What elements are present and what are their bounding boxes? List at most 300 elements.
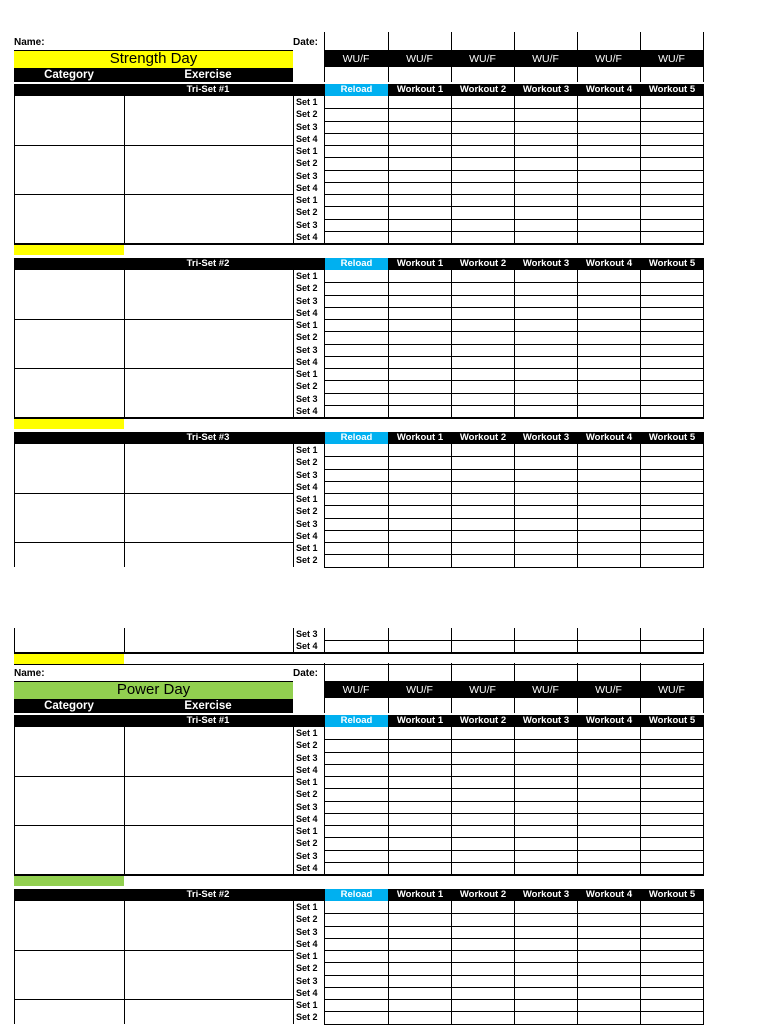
set-entry-cell[interactable]: [578, 519, 640, 530]
set-entry-cell[interactable]: [641, 207, 703, 218]
set-entry-cell[interactable]: [515, 97, 577, 108]
exercise-input[interactable]: [126, 196, 291, 241]
set-entry-cell[interactable]: [578, 927, 640, 938]
set-entry-cell[interactable]: [452, 171, 514, 182]
set-entry-cell[interactable]: [578, 753, 640, 764]
set-entry-cell[interactable]: [325, 207, 388, 218]
set-entry-cell[interactable]: [389, 109, 451, 120]
set-entry-cell[interactable]: [325, 765, 388, 776]
set-entry-cell[interactable]: [641, 357, 703, 368]
set-entry-cell[interactable]: [578, 543, 640, 554]
set-entry-cell[interactable]: [452, 976, 514, 987]
set-entry-cell[interactable]: [578, 97, 640, 108]
set-entry-cell[interactable]: [641, 457, 703, 468]
set-entry-cell[interactable]: [452, 232, 514, 243]
set-entry-cell[interactable]: [578, 122, 640, 133]
set-entry-cell[interactable]: [515, 320, 577, 331]
category-input[interactable]: [16, 729, 122, 774]
set-entry-cell[interactable]: [515, 963, 577, 974]
set-entry-cell[interactable]: [578, 445, 640, 456]
set-entry-cell[interactable]: [515, 357, 577, 368]
set-entry-cell[interactable]: [325, 357, 388, 368]
set-entry-cell[interactable]: [389, 357, 451, 368]
set-entry-cell[interactable]: [452, 320, 514, 331]
set-entry-cell[interactable]: [578, 271, 640, 282]
set-entry-cell[interactable]: [641, 394, 703, 405]
set-entry-cell[interactable]: [641, 183, 703, 194]
set-entry-cell[interactable]: [641, 988, 703, 999]
set-entry-cell[interactable]: [515, 863, 577, 874]
set-entry-cell[interactable]: [389, 914, 451, 925]
set-entry-cell[interactable]: [452, 814, 514, 825]
set-entry-cell[interactable]: [325, 482, 388, 493]
set-entry-cell[interactable]: [578, 1012, 640, 1023]
set-entry-cell[interactable]: [641, 543, 703, 554]
set-entry-cell[interactable]: [641, 482, 703, 493]
set-entry-cell[interactable]: [578, 826, 640, 837]
set-entry-cell[interactable]: [389, 122, 451, 133]
set-entry-cell[interactable]: [389, 445, 451, 456]
set-entry-cell[interactable]: [641, 740, 703, 751]
exercise-input[interactable]: [126, 98, 291, 143]
set-entry-cell[interactable]: [452, 296, 514, 307]
set-entry-cell[interactable]: [578, 988, 640, 999]
set-entry-cell[interactable]: [578, 863, 640, 874]
set-entry-cell[interactable]: [325, 171, 388, 182]
set-entry-cell[interactable]: [641, 232, 703, 243]
set-entry-cell[interactable]: [452, 345, 514, 356]
set-entry-cell[interactable]: [641, 445, 703, 456]
exercise-input[interactable]: [126, 495, 291, 540]
set-entry-cell[interactable]: [325, 232, 388, 243]
set-entry-cell[interactable]: [641, 158, 703, 169]
set-entry-cell[interactable]: [515, 838, 577, 849]
set-entry-cell[interactable]: [452, 740, 514, 751]
set-entry-cell[interactable]: [515, 195, 577, 206]
set-entry-cell[interactable]: [452, 1012, 514, 1023]
set-entry-cell[interactable]: [325, 195, 388, 206]
set-entry-cell[interactable]: [641, 381, 703, 392]
category-input[interactable]: [16, 370, 122, 415]
category-input[interactable]: [16, 272, 122, 317]
set-entry-cell[interactable]: [515, 271, 577, 282]
set-entry-cell[interactable]: [515, 531, 577, 542]
set-entry-cell[interactable]: [325, 283, 388, 294]
exercise-input[interactable]: [126, 1001, 291, 1022]
set-entry-cell[interactable]: [452, 519, 514, 530]
set-entry-cell[interactable]: [389, 134, 451, 145]
category-input[interactable]: [16, 827, 122, 872]
set-entry-cell[interactable]: [452, 308, 514, 319]
set-entry-cell[interactable]: [389, 232, 451, 243]
set-entry-cell[interactable]: [578, 296, 640, 307]
set-entry-cell[interactable]: [389, 97, 451, 108]
set-entry-cell[interactable]: [452, 963, 514, 974]
set-entry-cell[interactable]: [515, 308, 577, 319]
set-entry-cell[interactable]: [452, 271, 514, 282]
set-entry-cell[interactable]: [515, 826, 577, 837]
set-entry-cell[interactable]: [578, 976, 640, 987]
set-entry-cell[interactable]: [452, 109, 514, 120]
set-entry-cell[interactable]: [515, 220, 577, 231]
set-entry-cell[interactable]: [389, 406, 451, 417]
set-entry-cell[interactable]: [578, 851, 640, 862]
set-entry-cell[interactable]: [578, 369, 640, 380]
set-entry-cell[interactable]: [515, 902, 577, 913]
exercise-input[interactable]: [126, 147, 291, 192]
set-entry-cell[interactable]: [325, 97, 388, 108]
set-entry-cell[interactable]: [641, 320, 703, 331]
set-entry-cell[interactable]: [515, 728, 577, 739]
set-entry-cell[interactable]: [578, 283, 640, 294]
set-entry-cell[interactable]: [389, 320, 451, 331]
set-entry-cell[interactable]: [452, 283, 514, 294]
set-entry-cell[interactable]: [578, 482, 640, 493]
set-entry-cell[interactable]: [389, 183, 451, 194]
set-entry-cell[interactable]: [389, 171, 451, 182]
set-entry-cell[interactable]: [641, 296, 703, 307]
set-entry-cell[interactable]: [452, 220, 514, 231]
set-entry-cell[interactable]: [325, 951, 388, 962]
set-entry-cell[interactable]: [641, 506, 703, 517]
set-entry-cell[interactable]: [515, 927, 577, 938]
set-entry-cell[interactable]: [515, 494, 577, 505]
set-entry-cell[interactable]: [515, 122, 577, 133]
set-entry-cell[interactable]: [641, 271, 703, 282]
set-entry-cell[interactable]: [515, 232, 577, 243]
set-entry-cell[interactable]: [325, 988, 388, 999]
set-entry-cell[interactable]: [578, 220, 640, 231]
set-entry-cell[interactable]: [578, 814, 640, 825]
set-entry-cell[interactable]: [515, 146, 577, 157]
set-entry-cell[interactable]: [452, 902, 514, 913]
set-entry-cell[interactable]: [389, 851, 451, 862]
set-entry-cell[interactable]: [325, 345, 388, 356]
set-entry-cell[interactable]: [452, 802, 514, 813]
set-entry-cell[interactable]: [452, 1000, 514, 1011]
set-entry-cell[interactable]: [452, 728, 514, 739]
set-entry-cell[interactable]: [325, 927, 388, 938]
set-entry-cell[interactable]: [452, 838, 514, 849]
set-entry-cell[interactable]: [578, 146, 640, 157]
set-entry-cell[interactable]: [515, 506, 577, 517]
set-entry-cell[interactable]: [641, 519, 703, 530]
set-entry-cell[interactable]: [325, 296, 388, 307]
set-entry-cell[interactable]: [578, 838, 640, 849]
set-entry-cell[interactable]: [515, 332, 577, 343]
set-entry-cell[interactable]: [452, 927, 514, 938]
set-entry-cell[interactable]: [515, 345, 577, 356]
set-entry-cell[interactable]: [325, 753, 388, 764]
category-input[interactable]: [16, 778, 122, 823]
set-entry-cell[interactable]: [641, 308, 703, 319]
exercise-input[interactable]: [126, 827, 291, 872]
set-entry-cell[interactable]: [389, 332, 451, 343]
set-entry-cell[interactable]: [641, 902, 703, 913]
set-entry-cell[interactable]: [389, 146, 451, 157]
set-entry-cell[interactable]: [578, 320, 640, 331]
set-entry-cell[interactable]: [515, 158, 577, 169]
set-entry-cell[interactable]: [325, 369, 388, 380]
set-entry-cell[interactable]: [389, 158, 451, 169]
set-entry-cell[interactable]: [325, 470, 388, 481]
set-entry-cell[interactable]: [578, 963, 640, 974]
set-entry-cell[interactable]: [515, 519, 577, 530]
set-entry-cell[interactable]: [515, 406, 577, 417]
set-entry-cell[interactable]: [389, 802, 451, 813]
set-entry-cell[interactable]: [515, 134, 577, 145]
set-entry-cell[interactable]: [452, 406, 514, 417]
set-entry-cell[interactable]: [325, 838, 388, 849]
category-input[interactable]: [16, 98, 122, 143]
set-entry-cell[interactable]: [325, 183, 388, 194]
set-entry-cell[interactable]: [452, 357, 514, 368]
set-entry-cell[interactable]: [578, 195, 640, 206]
set-entry-cell[interactable]: [515, 1012, 577, 1023]
set-entry-cell[interactable]: [389, 506, 451, 517]
set-entry-cell[interactable]: [578, 777, 640, 788]
set-entry-cell[interactable]: [389, 381, 451, 392]
set-entry-cell[interactable]: [325, 863, 388, 874]
set-entry-cell[interactable]: [578, 555, 640, 566]
set-entry-cell[interactable]: [515, 765, 577, 776]
set-entry-cell[interactable]: [389, 482, 451, 493]
set-entry-cell[interactable]: [389, 1000, 451, 1011]
set-entry-cell[interactable]: [452, 482, 514, 493]
set-entry-cell[interactable]: [515, 482, 577, 493]
set-entry-cell[interactable]: [389, 777, 451, 788]
set-entry-cell[interactable]: [641, 470, 703, 481]
set-entry-cell[interactable]: [389, 728, 451, 739]
exercise-input[interactable]: [126, 370, 291, 415]
set-entry-cell[interactable]: [578, 1000, 640, 1011]
category-input[interactable]: [16, 196, 122, 241]
exercise-input[interactable]: [126, 272, 291, 317]
set-entry-cell[interactable]: [325, 814, 388, 825]
set-entry-cell[interactable]: [325, 976, 388, 987]
set-entry-cell[interactable]: [389, 951, 451, 962]
set-entry-cell[interactable]: [452, 183, 514, 194]
set-entry-cell[interactable]: [578, 357, 640, 368]
set-entry-cell[interactable]: [325, 394, 388, 405]
set-entry-cell[interactable]: [452, 914, 514, 925]
set-entry-cell[interactable]: [578, 345, 640, 356]
set-entry-cell[interactable]: [452, 765, 514, 776]
set-entry-cell[interactable]: [325, 543, 388, 554]
set-entry-cell[interactable]: [325, 789, 388, 800]
set-entry-cell[interactable]: [515, 555, 577, 566]
set-entry-cell[interactable]: [452, 134, 514, 145]
set-entry-cell[interactable]: [641, 802, 703, 813]
set-entry-cell[interactable]: [389, 555, 451, 566]
set-entry-cell[interactable]: [515, 296, 577, 307]
set-entry-cell[interactable]: [578, 457, 640, 468]
set-entry-cell[interactable]: [325, 506, 388, 517]
set-entry-cell[interactable]: [515, 183, 577, 194]
set-entry-cell[interactable]: [389, 369, 451, 380]
set-entry-cell[interactable]: [515, 207, 577, 218]
set-entry-cell[interactable]: [515, 283, 577, 294]
set-entry-cell[interactable]: [389, 543, 451, 554]
set-entry-cell[interactable]: [325, 146, 388, 157]
set-entry-cell[interactable]: [325, 963, 388, 974]
set-entry-cell[interactable]: [641, 494, 703, 505]
set-entry-cell[interactable]: [389, 207, 451, 218]
set-entry-cell[interactable]: [641, 753, 703, 764]
set-entry-cell[interactable]: [325, 851, 388, 862]
set-entry-cell[interactable]: [389, 296, 451, 307]
set-entry-cell[interactable]: [325, 158, 388, 169]
set-entry-cell[interactable]: [641, 146, 703, 157]
set-entry-cell[interactable]: [578, 914, 640, 925]
set-entry-cell[interactable]: [515, 851, 577, 862]
set-entry-cell[interactable]: [389, 927, 451, 938]
set-entry-cell[interactable]: [389, 765, 451, 776]
set-entry-cell[interactable]: [641, 863, 703, 874]
set-entry-cell[interactable]: [641, 220, 703, 231]
set-entry-cell[interactable]: [325, 728, 388, 739]
set-entry-cell[interactable]: [641, 814, 703, 825]
set-entry-cell[interactable]: [452, 506, 514, 517]
set-entry-cell[interactable]: [389, 902, 451, 913]
set-entry-cell[interactable]: [452, 381, 514, 392]
name-input[interactable]: [52, 37, 287, 49]
set-entry-cell[interactable]: [389, 283, 451, 294]
set-entry-cell[interactable]: [515, 939, 577, 950]
set-entry-cell[interactable]: [578, 332, 640, 343]
set-entry-cell[interactable]: [325, 1012, 388, 1023]
set-entry-cell[interactable]: [389, 740, 451, 751]
set-entry-cell[interactable]: [389, 494, 451, 505]
set-entry-cell[interactable]: [578, 506, 640, 517]
set-entry-cell[interactable]: [641, 963, 703, 974]
set-entry-cell[interactable]: [641, 97, 703, 108]
set-entry-cell[interactable]: [325, 740, 388, 751]
set-entry-cell[interactable]: [452, 494, 514, 505]
set-entry-cell[interactable]: [325, 802, 388, 813]
set-entry-cell[interactable]: [641, 195, 703, 206]
set-entry-cell[interactable]: [515, 740, 577, 751]
exercise-input[interactable]: [126, 321, 291, 366]
set-entry-cell[interactable]: [641, 838, 703, 849]
set-entry-cell[interactable]: [452, 158, 514, 169]
set-entry-cell[interactable]: [389, 308, 451, 319]
set-entry-cell[interactable]: [389, 789, 451, 800]
set-entry-cell[interactable]: [578, 802, 640, 813]
set-entry-cell[interactable]: [452, 753, 514, 764]
set-entry-cell[interactable]: [641, 976, 703, 987]
name-input[interactable]: [52, 668, 287, 680]
set-entry-cell[interactable]: [578, 394, 640, 405]
set-entry-cell[interactable]: [641, 789, 703, 800]
set-entry-cell[interactable]: [515, 814, 577, 825]
set-entry-cell[interactable]: [515, 445, 577, 456]
set-entry-cell[interactable]: [641, 1012, 703, 1023]
set-entry-cell[interactable]: [641, 939, 703, 950]
set-entry-cell[interactable]: [452, 988, 514, 999]
set-entry-cell[interactable]: [325, 777, 388, 788]
exercise-input[interactable]: [126, 952, 291, 997]
set-entry-cell[interactable]: [389, 976, 451, 987]
set-entry-cell[interactable]: [452, 543, 514, 554]
set-entry-cell[interactable]: [325, 220, 388, 231]
set-entry-cell[interactable]: [578, 158, 640, 169]
set-entry-cell[interactable]: [452, 195, 514, 206]
set-entry-cell[interactable]: [325, 826, 388, 837]
set-entry-cell[interactable]: [515, 802, 577, 813]
set-entry-cell[interactable]: [325, 939, 388, 950]
set-entry-cell[interactable]: [578, 951, 640, 962]
set-entry-cell[interactable]: [325, 1000, 388, 1011]
set-entry-cell[interactable]: [389, 470, 451, 481]
set-entry-cell[interactable]: [389, 345, 451, 356]
set-entry-cell[interactable]: [641, 134, 703, 145]
set-entry-cell[interactable]: [325, 271, 388, 282]
set-entry-cell[interactable]: [641, 851, 703, 862]
category-input[interactable]: [16, 446, 122, 491]
set-entry-cell[interactable]: [515, 988, 577, 999]
set-entry-cell[interactable]: [578, 109, 640, 120]
set-entry-cell[interactable]: [641, 531, 703, 542]
category-input[interactable]: [16, 495, 122, 540]
set-entry-cell[interactable]: [641, 914, 703, 925]
set-entry-cell[interactable]: [325, 381, 388, 392]
set-entry-cell[interactable]: [578, 308, 640, 319]
set-entry-cell[interactable]: [452, 332, 514, 343]
category-input[interactable]: [16, 147, 122, 192]
set-entry-cell[interactable]: [578, 740, 640, 751]
set-entry-cell[interactable]: [389, 457, 451, 468]
set-entry-cell[interactable]: [641, 826, 703, 837]
set-entry-cell[interactable]: [578, 232, 640, 243]
set-entry-cell[interactable]: [578, 470, 640, 481]
set-entry-cell[interactable]: [641, 777, 703, 788]
set-entry-cell[interactable]: [389, 1012, 451, 1023]
exercise-input[interactable]: [126, 903, 291, 948]
set-entry-cell[interactable]: [452, 207, 514, 218]
set-entry-cell[interactable]: [578, 939, 640, 950]
set-entry-cell[interactable]: [515, 369, 577, 380]
set-entry-cell[interactable]: [452, 951, 514, 962]
set-entry-cell[interactable]: [515, 1000, 577, 1011]
set-entry-cell[interactable]: [389, 271, 451, 282]
set-entry-cell[interactable]: [452, 97, 514, 108]
set-entry-cell[interactable]: [515, 914, 577, 925]
set-entry-cell[interactable]: [641, 555, 703, 566]
set-entry-cell[interactable]: [389, 531, 451, 542]
set-entry-cell[interactable]: [325, 134, 388, 145]
exercise-input[interactable]: [126, 778, 291, 823]
set-entry-cell[interactable]: [452, 826, 514, 837]
exercise-input[interactable]: [126, 544, 291, 565]
set-entry-cell[interactable]: [452, 470, 514, 481]
set-entry-cell[interactable]: [641, 122, 703, 133]
set-entry-cell[interactable]: [452, 777, 514, 788]
set-entry-cell[interactable]: [325, 332, 388, 343]
set-entry-cell[interactable]: [452, 555, 514, 566]
set-entry-cell[interactable]: [641, 171, 703, 182]
set-entry-cell[interactable]: [515, 753, 577, 764]
set-entry-cell[interactable]: [325, 902, 388, 913]
set-entry-cell[interactable]: [389, 939, 451, 950]
set-entry-cell[interactable]: [641, 109, 703, 120]
set-entry-cell[interactable]: [641, 283, 703, 294]
set-entry-cell[interactable]: [515, 777, 577, 788]
set-entry-cell[interactable]: [452, 851, 514, 862]
set-entry-cell[interactable]: [515, 789, 577, 800]
set-entry-cell[interactable]: [578, 183, 640, 194]
category-input[interactable]: [16, 1001, 122, 1022]
